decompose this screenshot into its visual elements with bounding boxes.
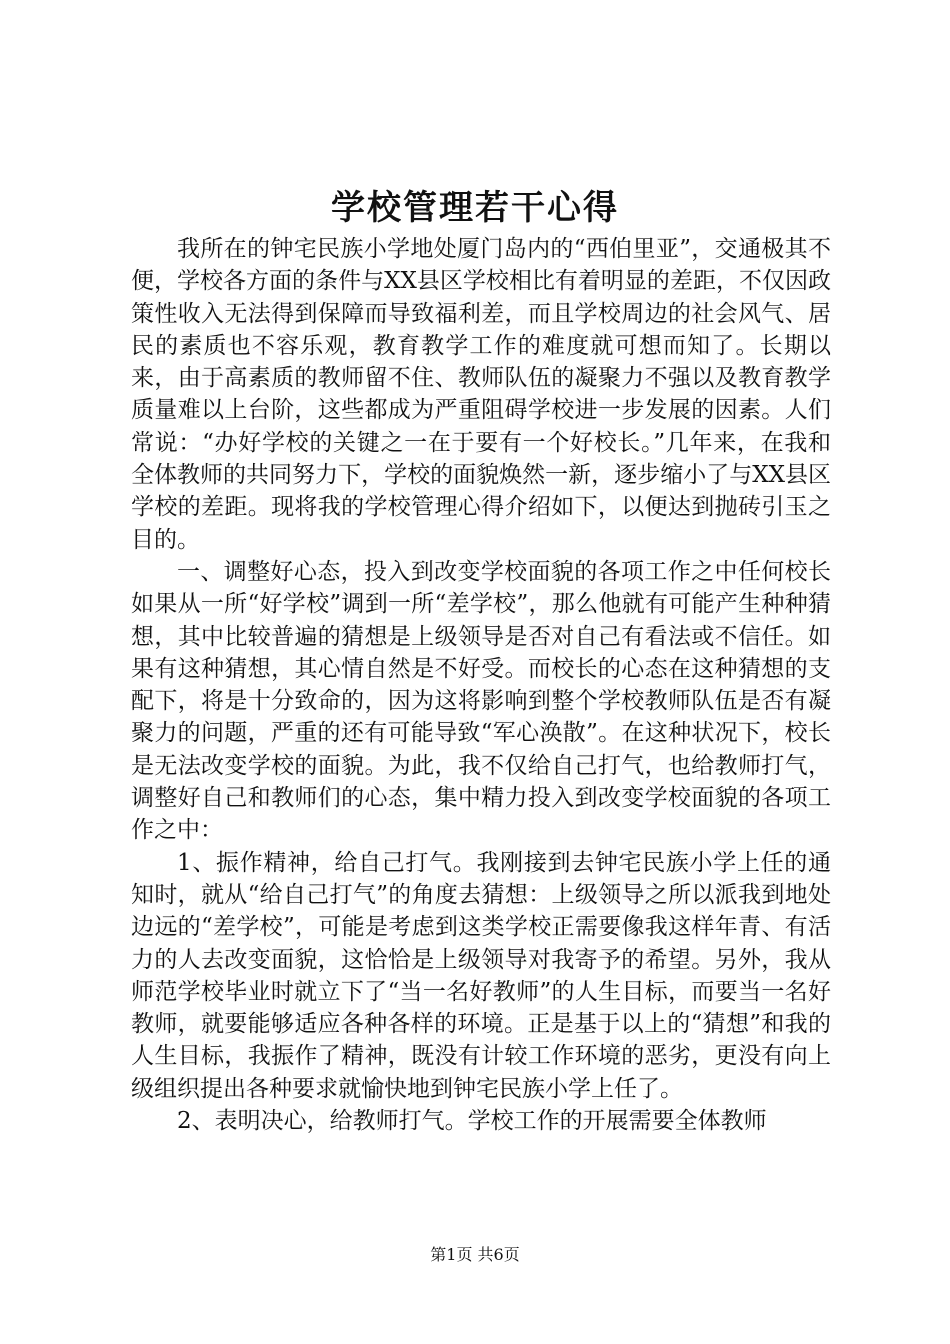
document-body (131, 233, 831, 1137)
paragraph-item-2: 2、表明决心，给教师打气。学校工作的开展需要全体教师 (177, 1108, 767, 1135)
paragraph-item-1: 1、振作精神，给自己打气。我刚接到去钟宅民族小学上任的通知时，就从“给自己打气”的角度去猜想：上级领导之所以派我到地处边远的“差学校”，可能是考虑到这类学校正需要像我这样年青、有活力的人去改变面貌，这恰恰是上级领导对我寄予的希望。另外，我从师范学校毕业时就立下了“当一名好教师”的人生目标，而要当一名好教师，就要能够适应各种各样的环境。正是基于以上的“猜想”和我的人生目标，我振作了精神，既没有计较工作环境的恶劣，更没有向上级组织提出各种要求就愉快地到钟宅民族小学上任了。 (131, 849, 831, 1102)
paragraph-intro: 我所在的钟宅民族小学地处厦门岛内的“西伯里亚”，交通极其不便，学校各方面的条件与XX县区学校相比有着明显的差距，不仅因政策性收入无法得到保障而导致福利差，而且学校周边的社会风气、居民的素质也不容乐观，教育教学工作的难度就可想而知了。长期以来，由于高素质的教师留不住、教师队伍的凝聚力不强以及教育教学质量难以上台阶，这些都成为严重阻碍学校进一步发展的因素。人们常说：“办好学校的关键之一在于要有一个好校长。”几年来，在我和全体教师的共同努力下，学校的面貌焕然一新，逐步缩小了与XX县区学校的差距。现将我的学校管理心得介绍如下，以便达到抛砖引玉之目的。 (131, 236, 831, 553)
paragraph-section-1: 一、调整好心态，投入到改变学校面貌的各项工作之中任何校长如果从一所“好学校”调到一所“差学校”，那么他就有可能产生种种猜想，其中比较普遍的猜想是上级领导是否对自己有看法或不信任。如果有这种猜想，其心情自然是不好受。而校长的心态在这种猜想的支配下，将是十分致命的，因为这将影响到整个学校教师队伍是否有凝聚力的问题，严重的还有可能导致“军心涣散”。在这种状况下，校长是无法改变学校的面貌。为此，我不仅给自己打气，也给教师打气，调整好自己和教师们的心态，集中精力投入到改变学校面貌的各项工作之中： (131, 558, 831, 844)
page-footer: 第1页 共6页 (430, 1245, 520, 1264)
document-title: 学校管理若干心得 (331, 188, 619, 228)
